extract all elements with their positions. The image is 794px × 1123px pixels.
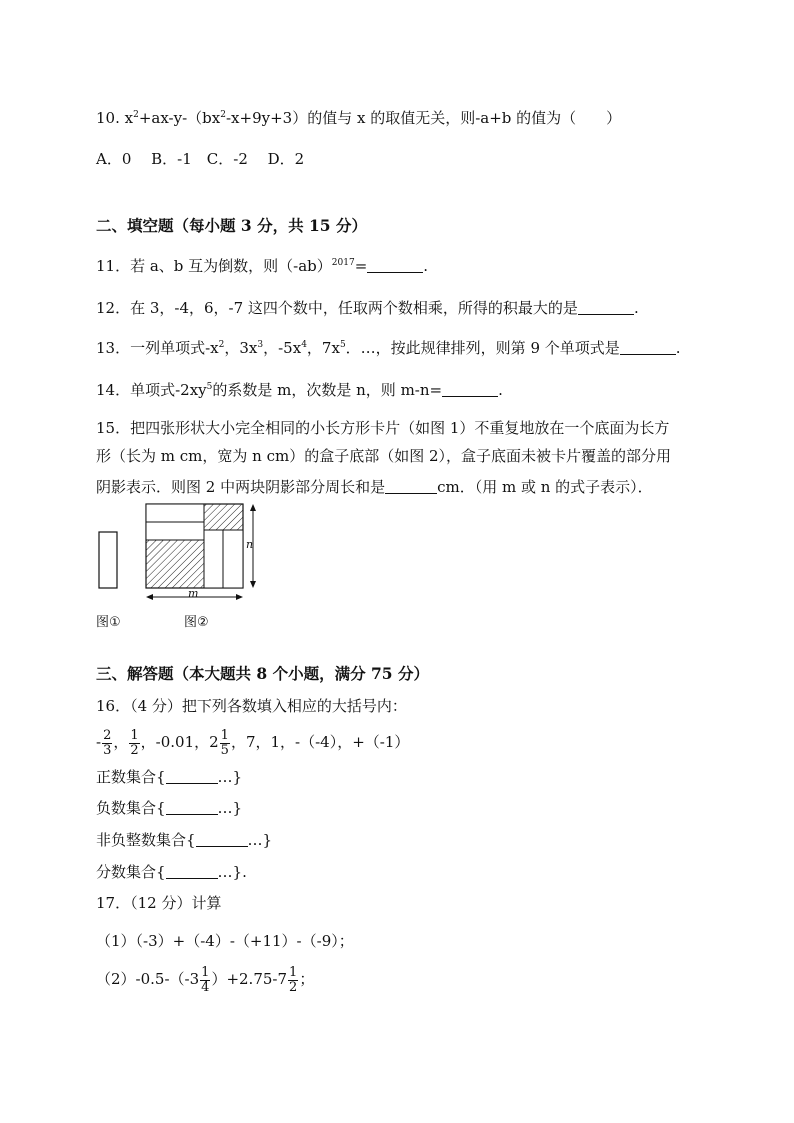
question-10: 10. $x^2+ax-y-(bx^2-x+9y+3)$的值与 x 的取值无关，则-a+b 的值为（ ） <box>96 109 622 127</box>
section-2-title: 二、填空题（每小题 3 分，共 15 分） <box>96 216 367 235</box>
question-17-part-2: （2）-0.5-（-3 $\frac{1}{4}$ ）+2.75-7 $\frac{1}{2}$ ； <box>96 964 315 995</box>
answer-blank[interactable] <box>367 257 423 273</box>
answer-blank[interactable] <box>166 863 218 879</box>
set-negative: 负数集合{ …} <box>96 799 243 817</box>
question-17-part-1: （1）（-3）+（-4）-（+11）-（-9）； <box>96 932 354 950</box>
question-14: 14．单项式$-2xy^5$的系数是 m，次数是 n，则 m-n= . <box>96 381 503 399</box>
figure-1-caption: 图① <box>96 615 121 630</box>
question-15-line-2: 形（长为 m cm，宽为 n cm）的盒子底部（如图 2），盒子底面未被卡片覆盖的部分用 <box>96 447 672 465</box>
question-16-title: 16．（4 分）把下列各数填入相应的大括号内： <box>96 697 407 715</box>
answer-blank[interactable] <box>620 339 676 355</box>
fraction: $\frac{1}{2}$ <box>130 727 139 758</box>
question-15-line-3: 阴影表示．则图 2 中两块阴影部分周长和是 cm．（用 m 或 n 的式子表示）． <box>96 478 653 496</box>
answer-blank[interactable] <box>578 299 634 315</box>
question-13: 13．一列单项式$-x^2$，$3x^3$，$-5x^4$，$7x^5$．…，按此规律排列，则第 9 个单项式是 . <box>96 339 681 357</box>
fraction: $\frac{1}{2}$ <box>289 964 298 995</box>
fraction: $\frac{1}{5}$ <box>220 727 229 758</box>
question-17-title: 17．（12 分）计算 <box>96 894 222 912</box>
label-n: n <box>246 538 254 551</box>
answer-blank[interactable] <box>385 478 437 494</box>
fraction: $\frac{2}{3}$ <box>103 727 112 758</box>
label-m: m <box>188 587 199 600</box>
question-10-options: A．0 B．-1 C．-2 D．2 <box>96 150 305 168</box>
shaded-region-right <box>204 504 243 530</box>
card-top-1 <box>146 504 204 522</box>
figure-diagram <box>90 500 280 610</box>
card-top-2 <box>146 522 204 540</box>
figure-1-card <box>99 532 117 588</box>
question-11: 11．若 a、b 互为倒数，则$(-ab)^{2017}=$ . <box>96 257 429 275</box>
answer-blank[interactable] <box>166 799 218 815</box>
card-right-1 <box>204 530 223 588</box>
fraction: $\frac{1}{4}$ <box>201 964 210 995</box>
answer-blank[interactable] <box>166 768 218 784</box>
shaded-region-left <box>146 540 204 588</box>
set-positive: 正数集合{ …} <box>96 768 243 786</box>
question-15-line-1: 15．把四张形状大小完全相同的小长方形卡片（如图 1）不重复地放在一个底面为长方 <box>96 419 670 437</box>
section-3-title: 三、解答题（本大题共 8 个小题，满分 75 分） <box>96 664 429 683</box>
answer-blank[interactable] <box>196 831 248 847</box>
set-fraction: 分数集合{ …}. <box>96 863 247 881</box>
question-16-numbers: - $\frac{2}{3}$ ， $\frac{1}{2}$ ，-0.01，2 $\frac{1}{5}$ ，7，1，-（-4），+（-1） <box>96 727 410 758</box>
figure-2-caption: 图② <box>184 615 209 630</box>
card-right-2 <box>223 530 243 588</box>
question-12: 12．在 3，-4，6，-7 这四个数中，任取两个数相乘，所得的积最大的是 . <box>96 299 639 317</box>
set-nonnegative-integer: 非负整数集合{ …} <box>96 831 273 849</box>
answer-blank[interactable] <box>442 381 498 397</box>
